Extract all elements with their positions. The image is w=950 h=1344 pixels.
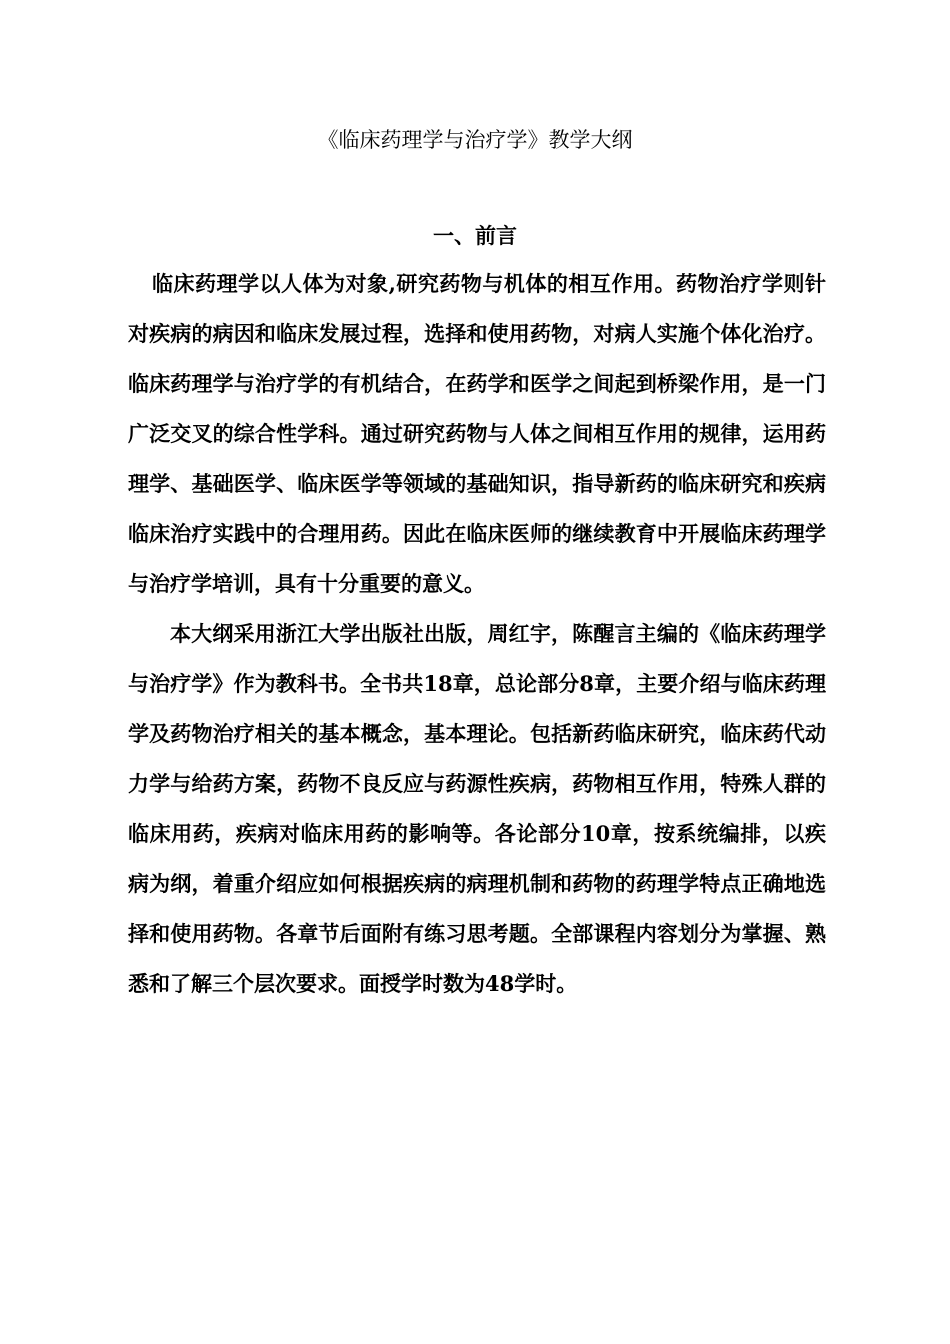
paragraph-intro: 临床药理学以人体为对象,研究药物与机体的相互作用。药物治疗学则针对疾病的病因和临床发展过程，选择和使用药物，对病人实施个体化治疗。临床药理学与治疗学的有机结合，在药学和医学之间起到桥梁作用，是一门广泛交叉的综合性学科。通过研究药物与人体之间相互作用的规律，运用药理学、基础医学、临床医学等领域的基础知识，指导新药的临床研究和疾病临床治疗实践中的合理用药。因此在临床医师的继续教育中开展临床药理学与治疗学培训，具有十分重要的意义。 xyxy=(128,271,826,596)
section-heading-preface: 一、前言 xyxy=(433,223,517,248)
paragraph-textbook: 本大纲采用浙江大学出版社出版，周红宇，陈醒言主编的《临床药理学与治疗学》作为教科书。全书共18章，总论部分8章，主要介绍与临床药理学及药物治疗相关的基本概念，基本理论。包括新药临床研究，临床药代动力学与给药方案，药物不良反应与药源性疾病，药物相互作用，特殊人群的临床用药，疾病对临床用药的影响等。各论部分10章，按系统编排，以疾病为纲，着重介绍应如何根据疾病的病理机制和药物的药理学特点正确地选择和使用药物。各章节后面附有练习思考题。全部课程内容划分为掌握、熟悉和了解三个层次要求。面授学时数为48学时。 xyxy=(128,621,826,996)
document-title: 《临床药理学与治疗学》教学大纲 xyxy=(317,128,633,152)
